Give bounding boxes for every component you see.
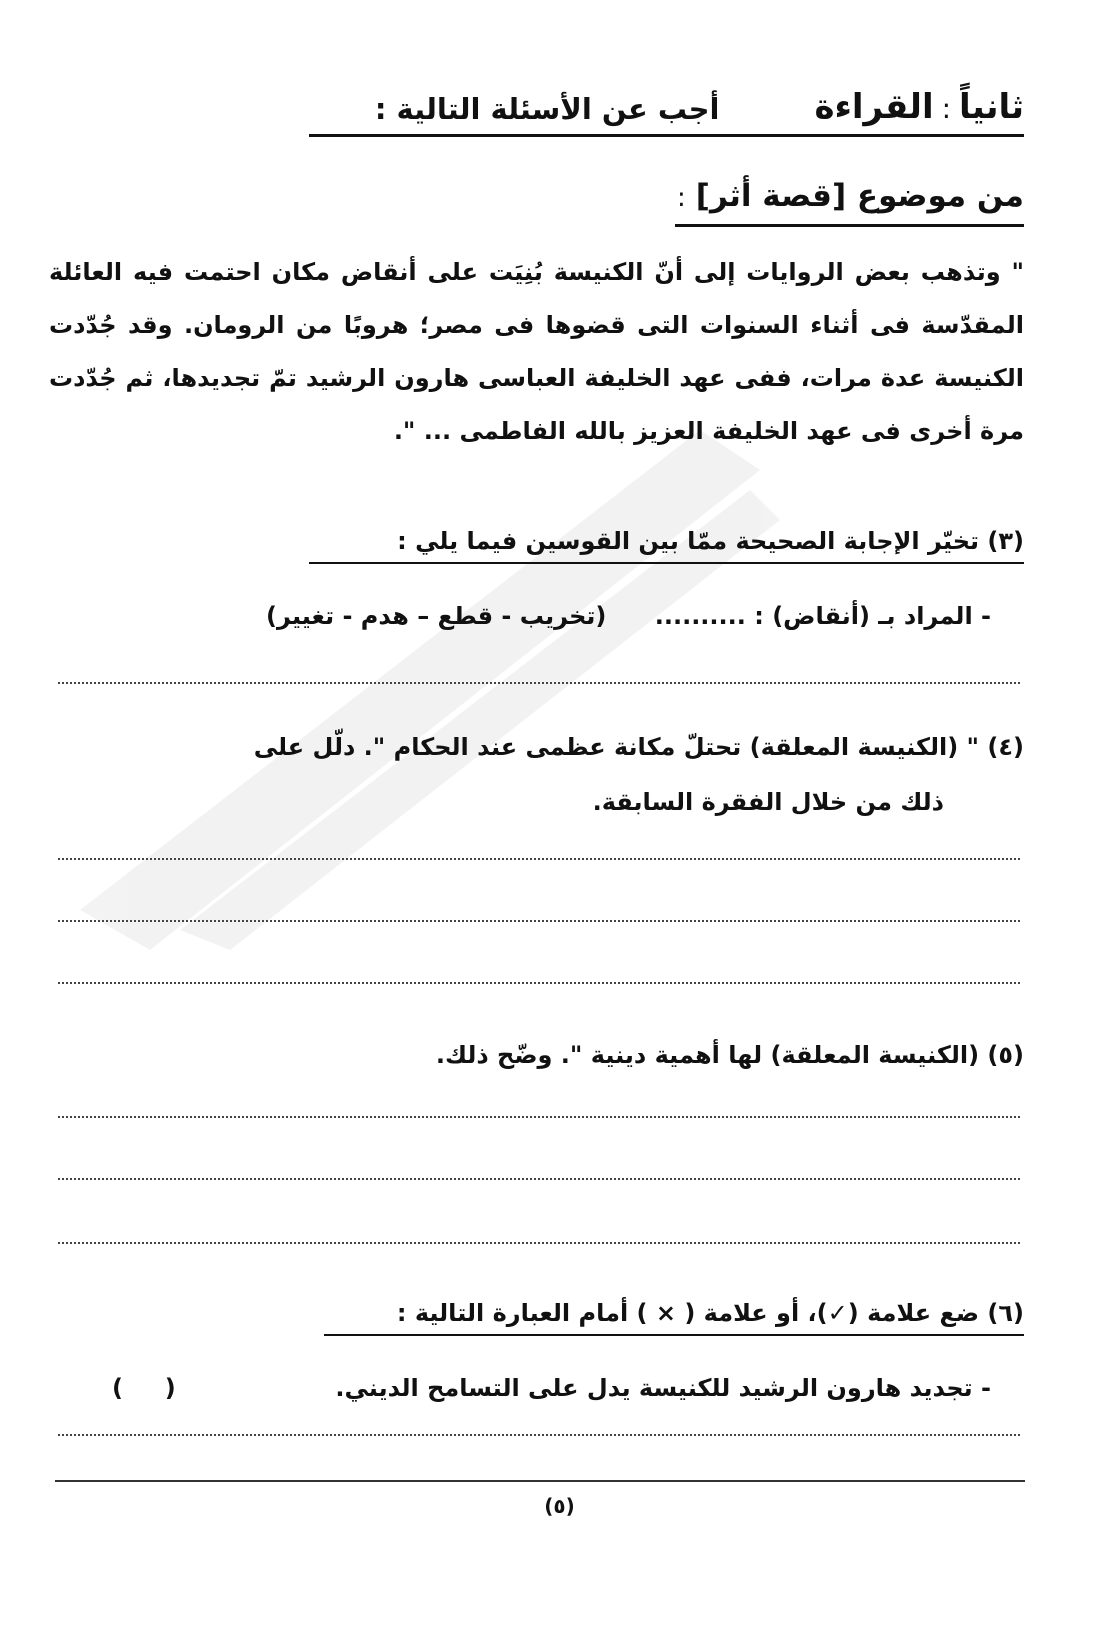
topic-heading	[675, 172, 1024, 227]
question-3-item	[131, 596, 991, 636]
answer-parentheses[interactable]: ( )	[112, 1374, 176, 1402]
answer-line[interactable]	[58, 858, 1020, 860]
diagonal-watermark	[60, 430, 780, 950]
question-6-statement: - تجديد هارون الرشيد للكنيسة يدل على التسامح الديني.	[335, 1374, 991, 1402]
answer-line[interactable]	[58, 1178, 1020, 1180]
answer-line[interactable]	[58, 1434, 1020, 1436]
question-3-choices: (تخريب - قطع – هدم - تغيير)	[266, 602, 607, 630]
section-title-name: القراءة	[814, 87, 934, 127]
section-title	[814, 82, 1024, 134]
section-title-separator: :	[941, 92, 952, 125]
page-number: (٥)	[544, 1494, 575, 1518]
question-3-title: (٣) تخيّر الإجابة الصحيحة ممّا بين القوسين فيما يلي :	[309, 520, 1024, 564]
question-4-line-2: ذلك من خلال الفقرة السابقة.	[592, 788, 944, 816]
question-4-line-1: (٤) " (الكنيسة المعلقة) تحتلّ مكانة عظمى عند الحكام ". دلّل على	[253, 733, 1024, 761]
section-instruction: أجب عن الأسئلة التالية :	[374, 92, 720, 126]
topic-label: من موضوع [قصة أثر]	[695, 178, 1024, 214]
question-6-title: (٦) ضع علامة (✓)، أو علامة ( × ) أمام العبارة التالية :	[324, 1292, 1024, 1336]
reading-passage: " وتذهب بعض الروايات إلى أنّ الكنيسة بُنِيَت على أنقاض مكان احتمت فيه العائلة المقدّسة فى أثناء السنوات التى قضوها فى مصر؛ هروبًا من الرومان. وقد جُدّدت الكنيسة عدة مرات، ففى عهد الخليفة العباسى هارون الرشيد تمّ تجديدها، ثم جُدّدت مرة أخرى فى عهد الخليفة العزيز بالله الفاطمى ... ".	[49, 258, 1024, 445]
answer-line[interactable]	[58, 682, 1020, 684]
footer-divider	[55, 1480, 1025, 1482]
question-4	[49, 720, 1024, 830]
section-title-main: ثانياً	[959, 87, 1024, 127]
question-5: (٥) (الكنيسة المعلقة) لها أهمية دينية ". وضّح ذلك.	[435, 1041, 1024, 1069]
answer-line[interactable]	[58, 1116, 1020, 1118]
section-header	[309, 78, 1024, 137]
question-3-stem: - المراد بـ (أنقاض) : ..........	[654, 602, 991, 630]
answer-line[interactable]	[58, 1242, 1020, 1244]
answer-line[interactable]	[58, 920, 1020, 922]
answer-line[interactable]	[58, 982, 1020, 984]
topic-colon: :	[677, 183, 686, 213]
